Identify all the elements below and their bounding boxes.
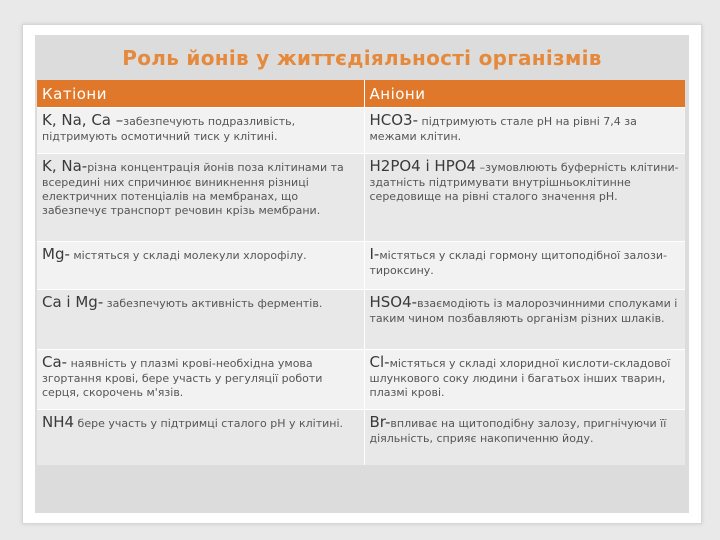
cation-cell xyxy=(37,154,364,242)
cation-desc: забезпечують подразливість, підтримують осмотичний тиск у клітині. xyxy=(42,115,296,143)
cation-cell xyxy=(37,290,364,350)
anion-key: HCO3- xyxy=(369,111,419,129)
cation-desc: різна концентрація йонів поза клітинами та всередині них спричинює виникнення різниці електричних потенціалів на мембранах, що забезпечує транспорт речовин крізь мембрани. xyxy=(42,161,344,217)
anion-key: Cl- xyxy=(369,353,390,371)
table-row xyxy=(37,108,685,154)
anion-cell xyxy=(364,108,685,154)
anion-key: H2PO4 і HPO4 xyxy=(369,157,477,175)
header-cations: Катіони xyxy=(37,80,364,108)
cation-cell xyxy=(37,350,364,410)
cation-cell xyxy=(37,410,364,466)
cation-key: NH4 xyxy=(42,413,75,431)
table-row xyxy=(37,410,685,466)
table-row xyxy=(37,242,685,290)
table-header-row xyxy=(37,80,685,108)
cation-key: Ca- xyxy=(42,353,68,371)
anion-cell xyxy=(364,290,685,350)
cation-cell xyxy=(37,108,364,154)
anion-desc: –зумовлюють буферність клітини-здатність підтримувати внутрішньоклітинне середовище на рівні сталого значення рН. xyxy=(369,161,679,203)
cation-key: K, Na- xyxy=(42,157,88,175)
anion-cell xyxy=(364,350,685,410)
anion-cell xyxy=(364,242,685,290)
header-anions: Аніони xyxy=(364,80,685,108)
ions-table xyxy=(37,80,685,465)
cation-desc: наявність у плазмі крові-необхідна умова згортання крові, бере участь у регуляції роботи серця, скорочень м'язів. xyxy=(42,357,323,399)
anion-cell xyxy=(364,154,685,242)
anion-key: I- xyxy=(369,245,380,263)
anion-desc: підтримують стале рН на рівні 7,4 за межами клітин. xyxy=(369,115,637,143)
cation-desc: містяться у складі молекули хлорофілу. xyxy=(69,249,307,262)
table-row xyxy=(37,350,685,410)
anion-desc: взаємодіють із малорозчинними сполуками і таким чином позбавляють організм різних шлаків. xyxy=(369,297,678,325)
cation-key: Mg- xyxy=(42,245,70,263)
cation-desc: бере участь у підтримці сталого рН у клітині. xyxy=(74,417,344,430)
anion-key: HSO4- xyxy=(369,293,418,311)
cation-cell xyxy=(37,242,364,290)
cation-key: Ca і Mg- xyxy=(42,293,104,311)
cation-desc: забезпечують активність ферментів. xyxy=(103,297,323,310)
table-row xyxy=(37,290,685,350)
anion-desc: впливає на щитоподібну залозу, пригнічуючи її діяльність, сприяє накопиченню йоду. xyxy=(369,417,667,445)
anion-desc: містяться у складі гормону щитоподібної залози-тироксину. xyxy=(369,249,667,277)
anion-cell xyxy=(364,410,685,466)
slide-title: Роль йонів у життєдіяльності організмів xyxy=(122,46,602,70)
table-row xyxy=(37,154,685,242)
cation-key: K, Na, Ca – xyxy=(42,111,124,129)
anion-desc: містяться у складі хлоридної кислоти-складової шлункового соку людини і багатьох інших тварин, плазмі крові. xyxy=(369,357,671,399)
anion-key: Br- xyxy=(369,413,391,431)
